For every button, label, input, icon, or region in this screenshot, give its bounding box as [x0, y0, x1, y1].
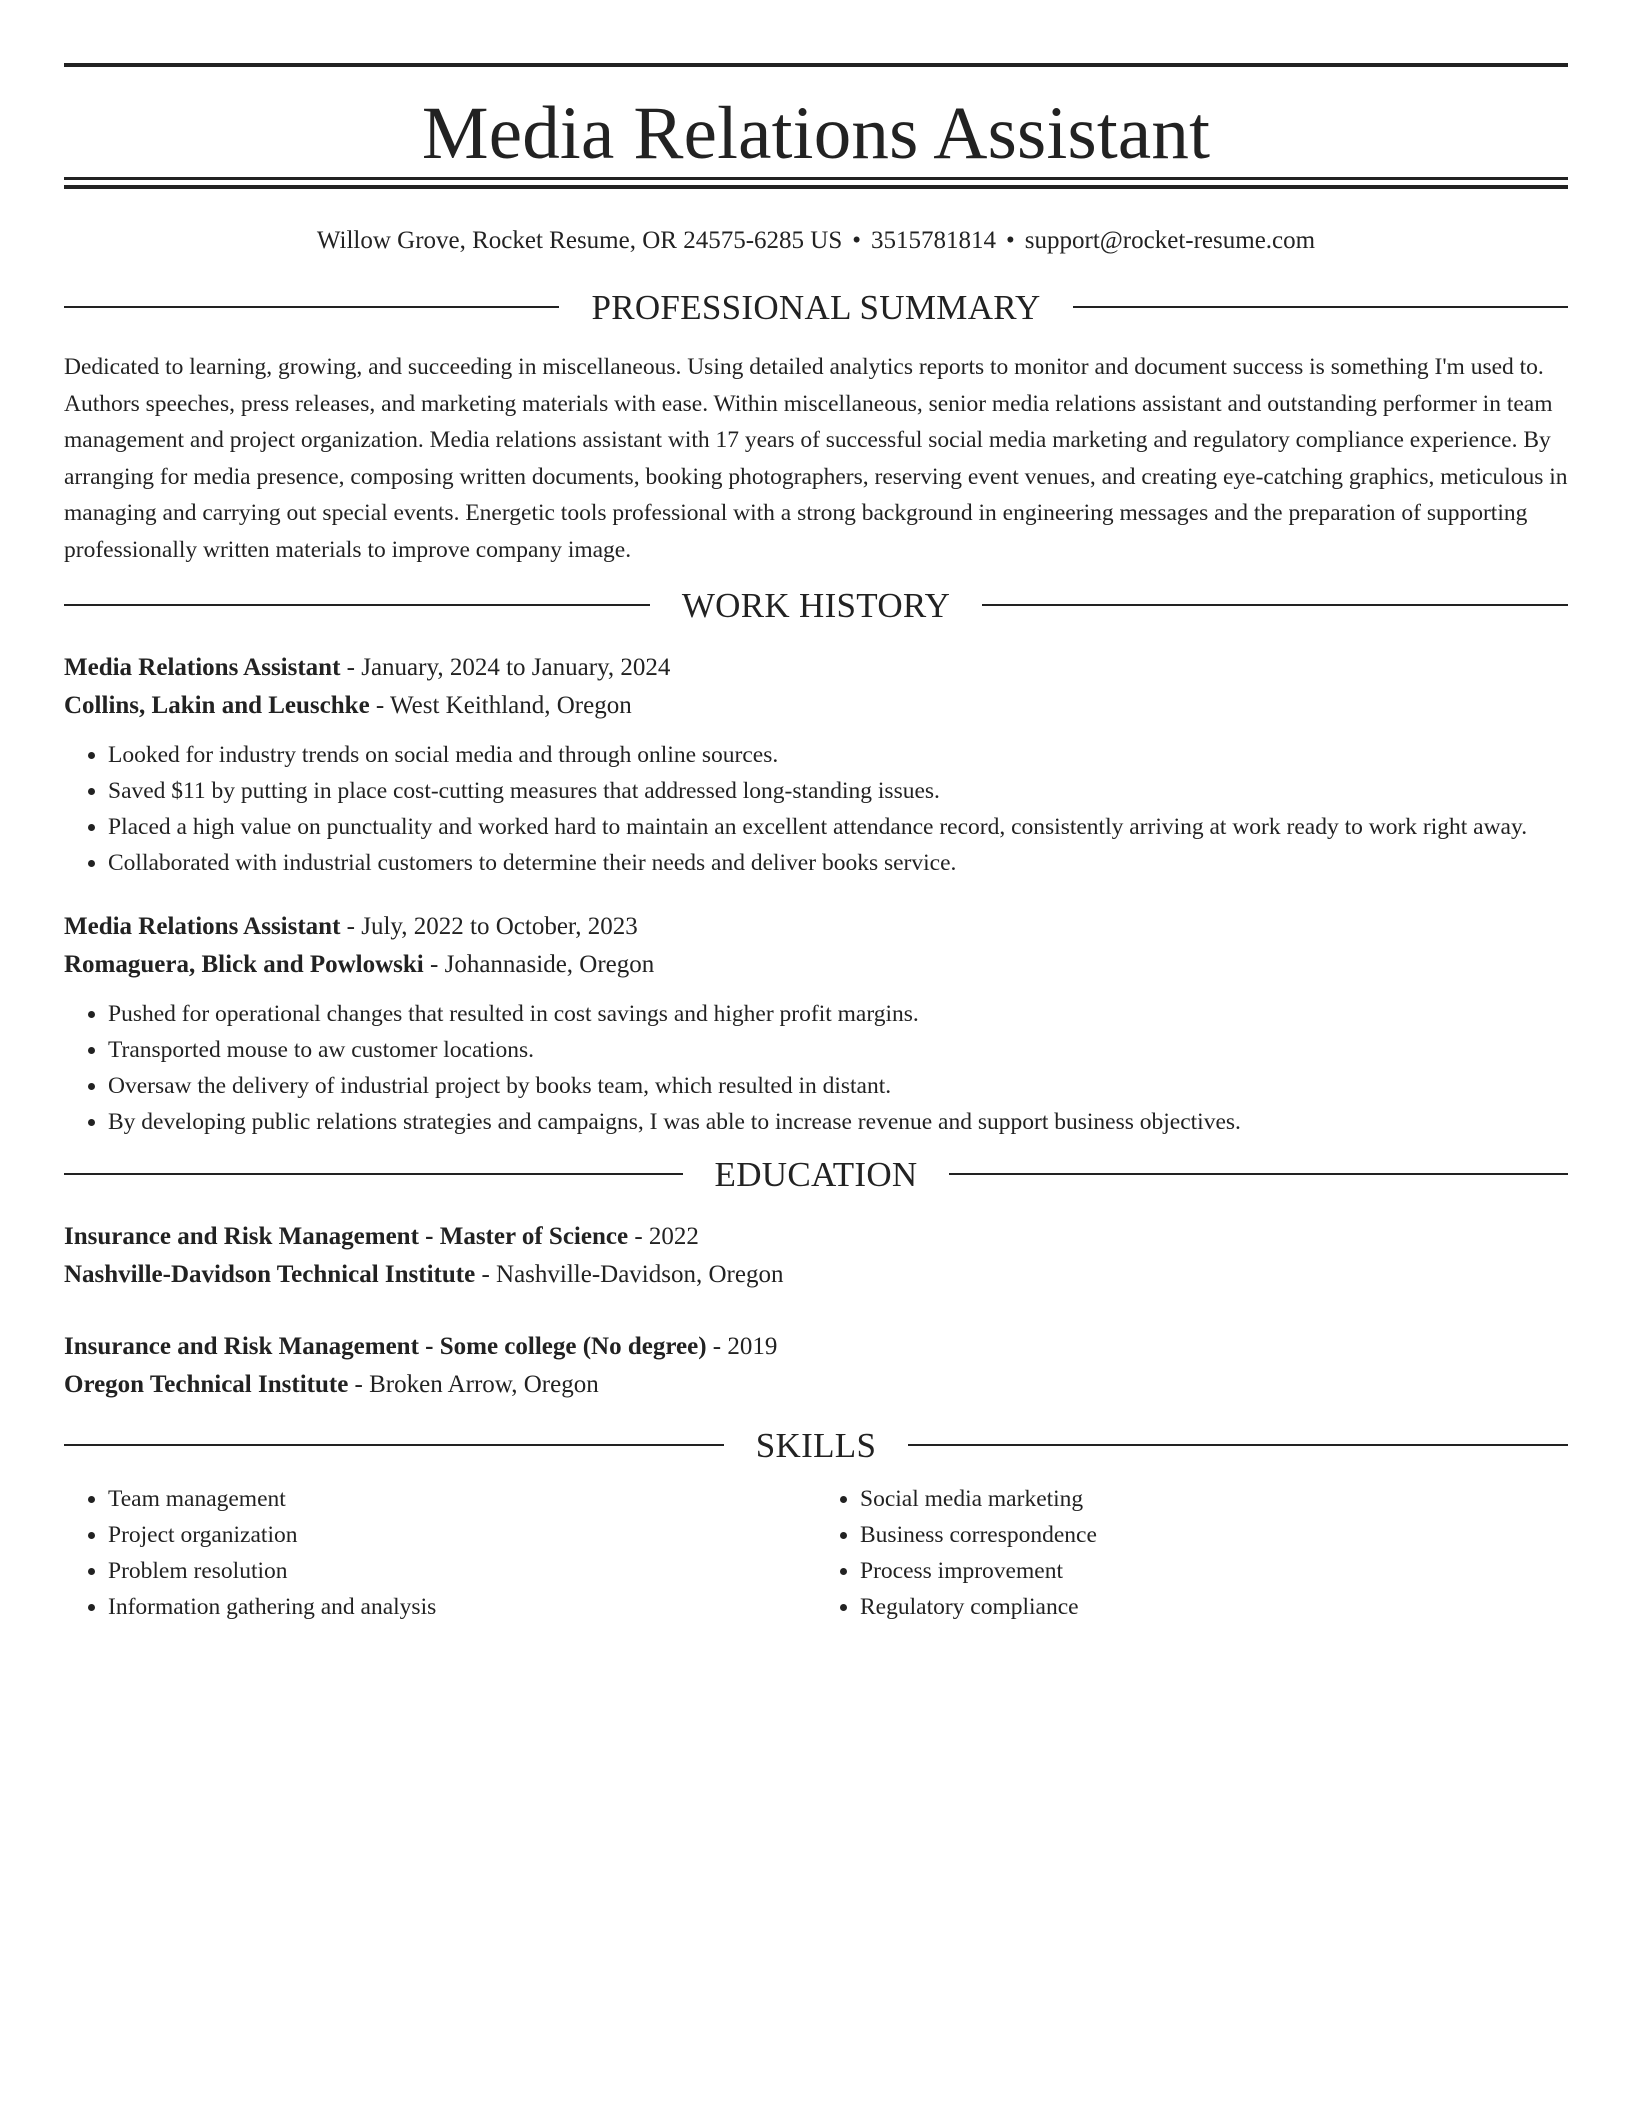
job-dates: July, 2022 to October, 2023: [361, 913, 638, 940]
skills-column-left: [64, 1481, 816, 1625]
section-rule-right: [982, 604, 1568, 606]
skill-item: • Social media marketing: [860, 1481, 1568, 1517]
skill-item: • Information gathering and analysis: [108, 1589, 816, 1625]
education-year: 2022: [648, 1223, 699, 1250]
resume-title: Media Relations Assistant: [421, 92, 1211, 175]
job-bullets: [64, 996, 1568, 1140]
education-school: Oregon Technical Institute: [64, 1371, 349, 1398]
section-rule-right: [1073, 306, 1568, 308]
job-bullet: • Looked for industry trends on social media and through online sources.: [108, 737, 1568, 773]
job-title-line: [64, 908, 1568, 946]
skill-item: • Process improvement: [860, 1553, 1568, 1589]
dash: -: [475, 1261, 497, 1288]
section-header-education: [64, 1154, 1568, 1194]
job-location: West Keithland, Oregon: [390, 692, 632, 719]
section-rule-right: [908, 1444, 1568, 1446]
contact-phone: 3515781814: [871, 227, 997, 254]
job-bullet: • By developing public relations strategies and campaigns, I was able to increase revenue and support business objectives.: [108, 1104, 1568, 1140]
dash: -: [423, 951, 445, 978]
education-year: 2019: [727, 1333, 778, 1360]
contact-address: Willow Grove, Rocket Resume, OR 24575-6285 US: [316, 227, 843, 254]
section-header-summary: [64, 287, 1568, 327]
section-rule-left: [64, 306, 559, 308]
skill-item: • Team management: [108, 1481, 816, 1517]
job-title-line: [64, 649, 1568, 687]
dash: -: [340, 913, 362, 940]
skill-item: • Problem resolution: [108, 1553, 816, 1589]
skill-item: • Regulatory compliance: [860, 1589, 1568, 1625]
job-entry: [64, 649, 1568, 881]
section-rule-left: [64, 1173, 683, 1175]
job-bullet: • Placed a high value on punctuality and worked hard to maintain an excellent attendance record, consistently arriving at work ready to work right away.: [108, 809, 1568, 845]
education-entry: [64, 1328, 1568, 1404]
section-rule-left: [64, 1444, 724, 1446]
education-school-line: [64, 1256, 1568, 1294]
education-degree: Insurance and Risk Management - Some college (No degree): [64, 1333, 707, 1360]
education-school: Nashville-Davidson Technical Institute: [64, 1261, 476, 1288]
education-school-line: [64, 1366, 1568, 1404]
dash: -: [706, 1333, 728, 1360]
contact-separator: •: [852, 227, 862, 254]
section-header-skills: [64, 1425, 1568, 1465]
skill-item: • Business correspondence: [860, 1517, 1568, 1553]
skills-grid: [64, 1481, 1568, 1625]
job-bullet: • Collaborated with industrial customers to determine their needs and deliver books service.: [108, 845, 1568, 881]
section-header-work: [64, 585, 1568, 625]
job-title: Media Relations Assistant: [64, 913, 341, 940]
job-bullet: • Transported mouse to aw customer locations.: [108, 1032, 1568, 1068]
education-entry: [64, 1218, 1568, 1294]
job-company: Collins, Lakin and Leuschke: [64, 692, 370, 719]
section-title-work: WORK HISTORY: [681, 585, 951, 625]
education-location: Broken Arrow, Oregon: [369, 1371, 599, 1398]
education-degree-line: [64, 1218, 1568, 1256]
header-double-rule: [64, 177, 1568, 189]
skills-column-right: [816, 1481, 1568, 1625]
section-title-summary: PROFESSIONAL SUMMARY: [591, 287, 1041, 327]
section-rule-left: [64, 604, 650, 606]
contact-email: support@rocket-resume.com: [1024, 227, 1316, 254]
section-title-education: EDUCATION: [714, 1154, 918, 1194]
section-title-skills: SKILLS: [755, 1425, 877, 1465]
job-bullets: [64, 737, 1568, 881]
education-degree-line: [64, 1328, 1568, 1366]
contact-separator: •: [1006, 227, 1015, 254]
dash: -: [628, 1223, 649, 1250]
job-bullet: • Pushed for operational changes that resulted in cost savings and higher profit margins.: [108, 996, 1568, 1032]
job-title: Media Relations Assistant: [64, 654, 341, 681]
job-dates: January, 2024 to January, 2024: [361, 654, 671, 681]
summary-text: Dedicated to learning, growing, and succeeding in miscellaneous. Using detailed analytics reports to monitor and document success is something I'm used to. Authors speeches, press releases, and marketing materials with ease. Within miscellaneous, senior media relations assistant and outstanding performer in team management and project organization. Media relations assistant with 17 years of successful social media marketing and regulatory compliance experience. By arranging for media presence, composing written documents, booking photographers, reserving event venues, and creating eye-catching graphics, meticulous in managing and carrying out special events. Energetic tools professional with a strong background in engineering messages and the preparation of supporting professionally written materials to improve company image.: [64, 354, 1568, 563]
skill-item: • Project organization: [108, 1517, 816, 1553]
section-rule-right: [949, 1173, 1568, 1175]
job-location: Johannaside, Oregon: [444, 951, 655, 978]
job-company-line: [64, 946, 1568, 984]
job-bullet: • Oversaw the delivery of industrial project by books team, which resulted in distant.: [108, 1068, 1568, 1104]
job-entry: [64, 908, 1568, 1140]
job-company-line: [64, 687, 1568, 725]
dash: -: [369, 692, 391, 719]
dash: -: [340, 654, 362, 681]
education-location: Nashville-Davidson, Oregon: [496, 1261, 784, 1288]
job-company: Romaguera, Blick and Powlowski: [64, 951, 424, 978]
dash: -: [348, 1371, 370, 1398]
contact-line: [64, 228, 1568, 262]
education-degree: Insurance and Risk Management - Master of Science: [64, 1223, 629, 1250]
job-bullet: • Saved $11 by putting in place cost-cutting measures that addressed long-standing issues.: [108, 773, 1568, 809]
